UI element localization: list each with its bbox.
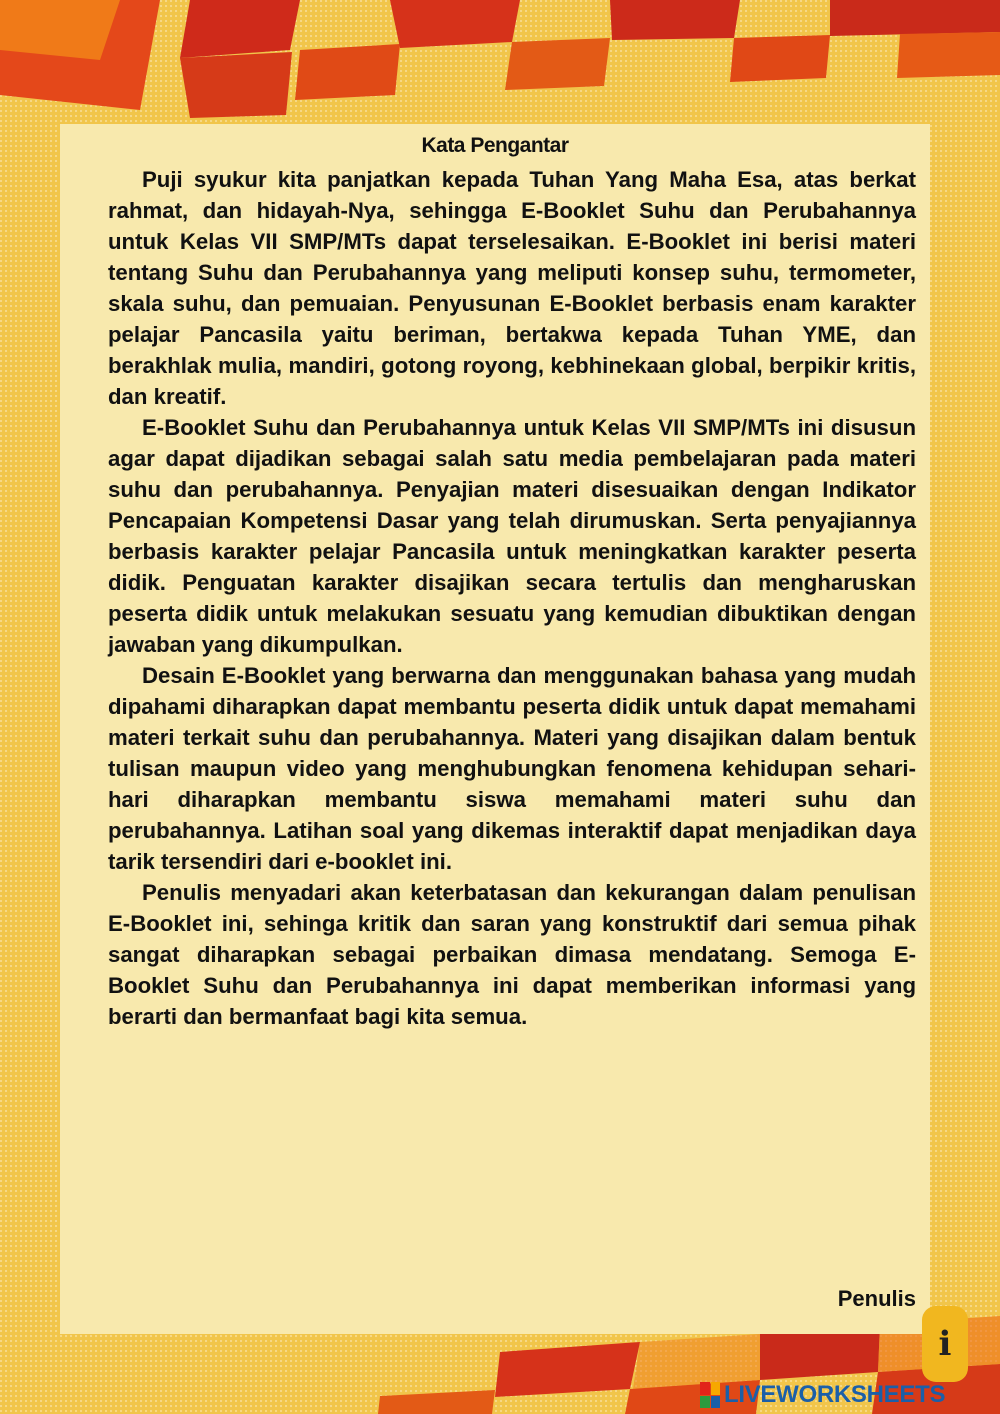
foreword-body	[108, 164, 916, 1032]
author-signature: Penulis	[837, 1286, 916, 1311]
top-checkered-decoration	[0, 0, 1000, 130]
paragraph-4: Penulis menyadari akan keterbatasan dan kekurangan dalam penulisan E-Booklet ini, sehinga kritik dan saran yang konstruktif dari semua pihak sangat diharapkan sebagai perbaikan dimasa mendatang. Semoga E-Booklet Suhu dan Perubahannya ini dapat memberikan informasi yang berarti dan bermanfaat bagi kita semua.	[108, 880, 916, 1029]
paragraph-3: Desain E-Booklet yang berwarna dan menggunakan bahasa yang mudah dipahami diharapkan dapat membantu peserta didik untuk dapat memahami materi terkait suhu dan perubahannya. Materi yang disajikan dalam bentuk tulisan maupun video yang menghubungkan fenomena kehidupan sehari-hari diharapkan membantu siswa memahami materi suhu dan perubahannya. Latihan soal yang dikemas interaktif dapat menjadikan daya tarik tersendiri dari e-booklet ini.	[108, 663, 916, 874]
info-button[interactable]	[922, 1306, 968, 1382]
liveworksheets-wordmark: LIVEWORKSHEETS	[724, 1381, 946, 1408]
content-panel	[60, 124, 930, 1334]
paragraph-2: E-Booklet Suhu dan Perubahannya untuk Kelas VII SMP/MTs ini disusun agar dapat dijadikan sebagai salah satu media pembelajaran pada materi suhu dan perubahannya. Penyajian materi disesuaikan dengan Indikator Pencapaian Kompetensi Dasar yang telah dirumuskan. Serta penyajiannya berbasis karakter pelajar Pancasila untuk meningkatkan karakter peserta didik. Penguatan karakter disajikan secara tertulis dan mengharuskan peserta didik untuk melakukan sesuatu yang kemudian dibuktikan dengan jawaban yang dikumpulkan.	[108, 415, 916, 657]
paragraph-1: Puji syukur kita panjatkan kepada Tuhan Yang Maha Esa, atas berkat rahmat, dan hidayah-Nya, sehingga E-Booklet Suhu dan Perubahannya untuk Kelas VII SMP/MTs dapat terselesaikan. E-Booklet ini berisi materi tentang Suhu dan Perubahannya yang meliputi konsep suhu, termometer, skala suhu, dan pemuaian. Penyusunan E-Booklet berbasis enam karakter pelajar Pancasila yaitu beriman, bertakwa kepada Tuhan YME, dan berakhlak mulia, mandiri, gotong royong, kebhinekaan global, berpikir kritis, dan kreatif.	[108, 167, 916, 409]
liveworksheets-branding	[700, 1380, 945, 1410]
info-icon: i	[938, 1324, 952, 1364]
page-title: Kata Pengantar	[421, 134, 569, 157]
liveworksheets-logo-icon	[700, 1382, 720, 1408]
